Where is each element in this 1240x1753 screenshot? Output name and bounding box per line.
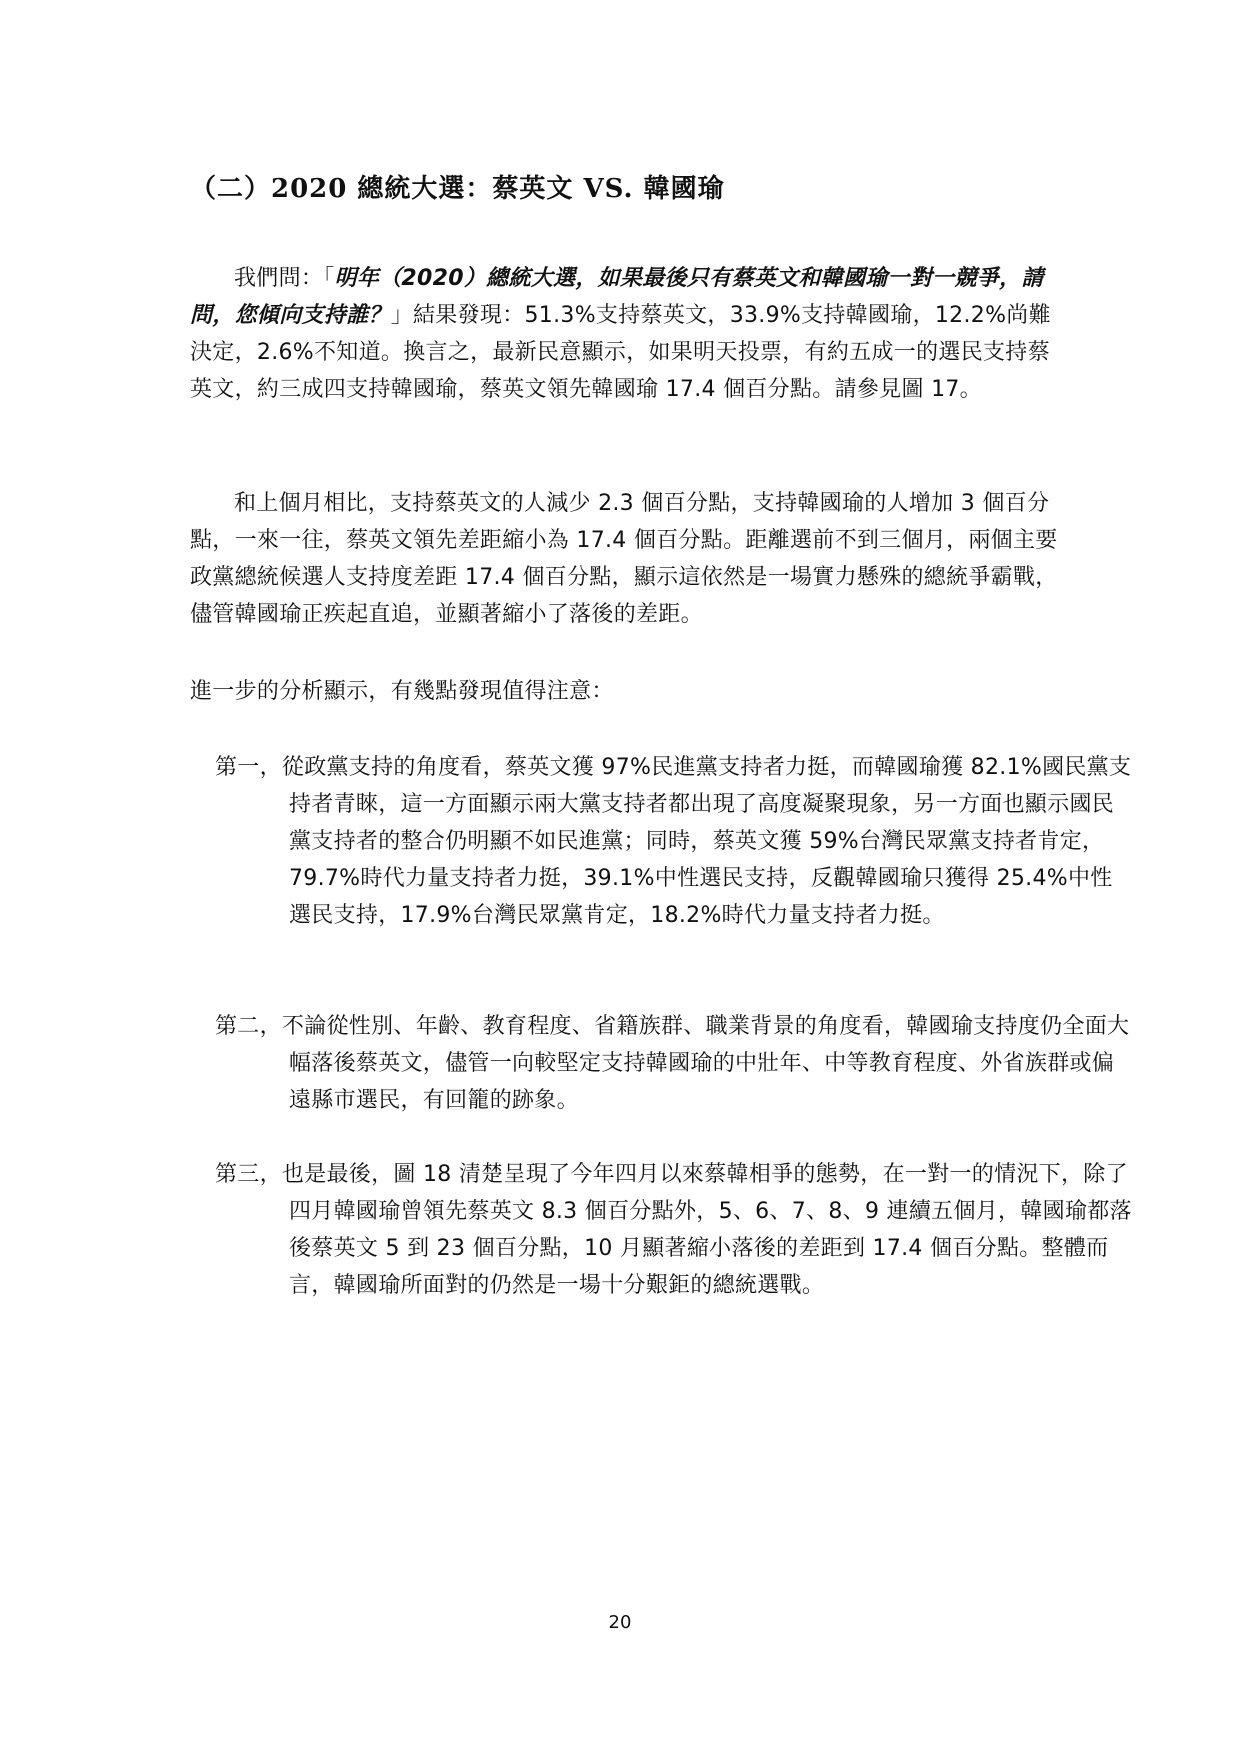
quote-lead: 我們問：「	[234, 266, 335, 291]
page-number: 20	[608, 1612, 632, 1633]
paragraph-monthly-change: 和上個月相比，支持蔡英文的人減少 2.3 個百分點，支持韓國瑜的人增加 3 個百分點，一來一往，蔡英文領先差距縮小為 17.4 個百分點。距離選前不到三個月，兩個主要政黨總統候選人支持度差距 17.4 個百分點，顯示這依然是一場實力懸殊的總統爭霸戰，儘管韓國瑜正疾起直追，並顯著縮小了落後的差距。	[190, 491, 1058, 627]
point-second: 第二，不論從性別、年齡、教育程度、省籍族群、職業背景的角度看，韓國瑜支持度仍全面大幅落後蔡英文，儘管一向較堅定支持韓國瑜的中壯年、中等教育程度、外省族群或偏遠縣市選民，有回籠的跡象。	[215, 1014, 1130, 1113]
point-first: 第一，從政黨支持的角度看，蔡英文獲 97%民進黨支持者力挺，而韓國瑜獲 82.1%國民黨支持者青睞，這一方面顯示兩大黨支持者都出現了高度凝聚現象，另一方面也顯示國民黨支持者的整合仍明顯不如民進黨；同時，蔡英文獲 59%台灣民眾黨支持者肯定，79.7%時代力量支持者力挺，39.1%中性選民支持，反觀韓國瑜只獲得 25.4%中性選民支持，17.9%台灣民眾黨肯定，18.2%時代力量支持者力挺。	[215, 755, 1132, 928]
survey-result-text: 」結果發現：51.3%支持蔡英文，33.9%支持韓國瑜，12.2%尚難決定，2.6%不知道。換言之，最新民意顯示，如果明天投票，有約五成一的選民支持蔡英文，約三成四支持韓國瑜，蔡英文領先韓國瑜 17.4 個百分點。請參見圖 17。	[190, 303, 1051, 402]
point-third: 第三，也是最後，圖 18 清楚呈現了今年四月以來蔡韓相爭的態勢，在一對一的情況下，除了四月韓國瑜曾領先蔡英文 8.3 個百分點外，5、6、7、8、9 連續五個月，韓國瑜都落後蔡英文 5 到 23 個百分點，10 月顯著縮小落後的差距到 17.4 個百分點。整體而言，韓國瑜所面對的仍然是一場十分艱鉅的總統選戰。	[215, 1162, 1132, 1298]
paragraph-analysis-intro: 進一步的分析顯示，有幾點發現值得注意：	[190, 679, 614, 704]
section-heading: （二）2020 總統大選：蔡英文 VS. 韓國瑜	[190, 174, 725, 204]
paragraph-survey-result	[190, 260, 1060, 408]
survey-question: 明年（2020）總統大選，如果最後只有蔡英文和韓國瑜一對一競爭，請問，您傾向支持誰？	[190, 266, 1044, 328]
